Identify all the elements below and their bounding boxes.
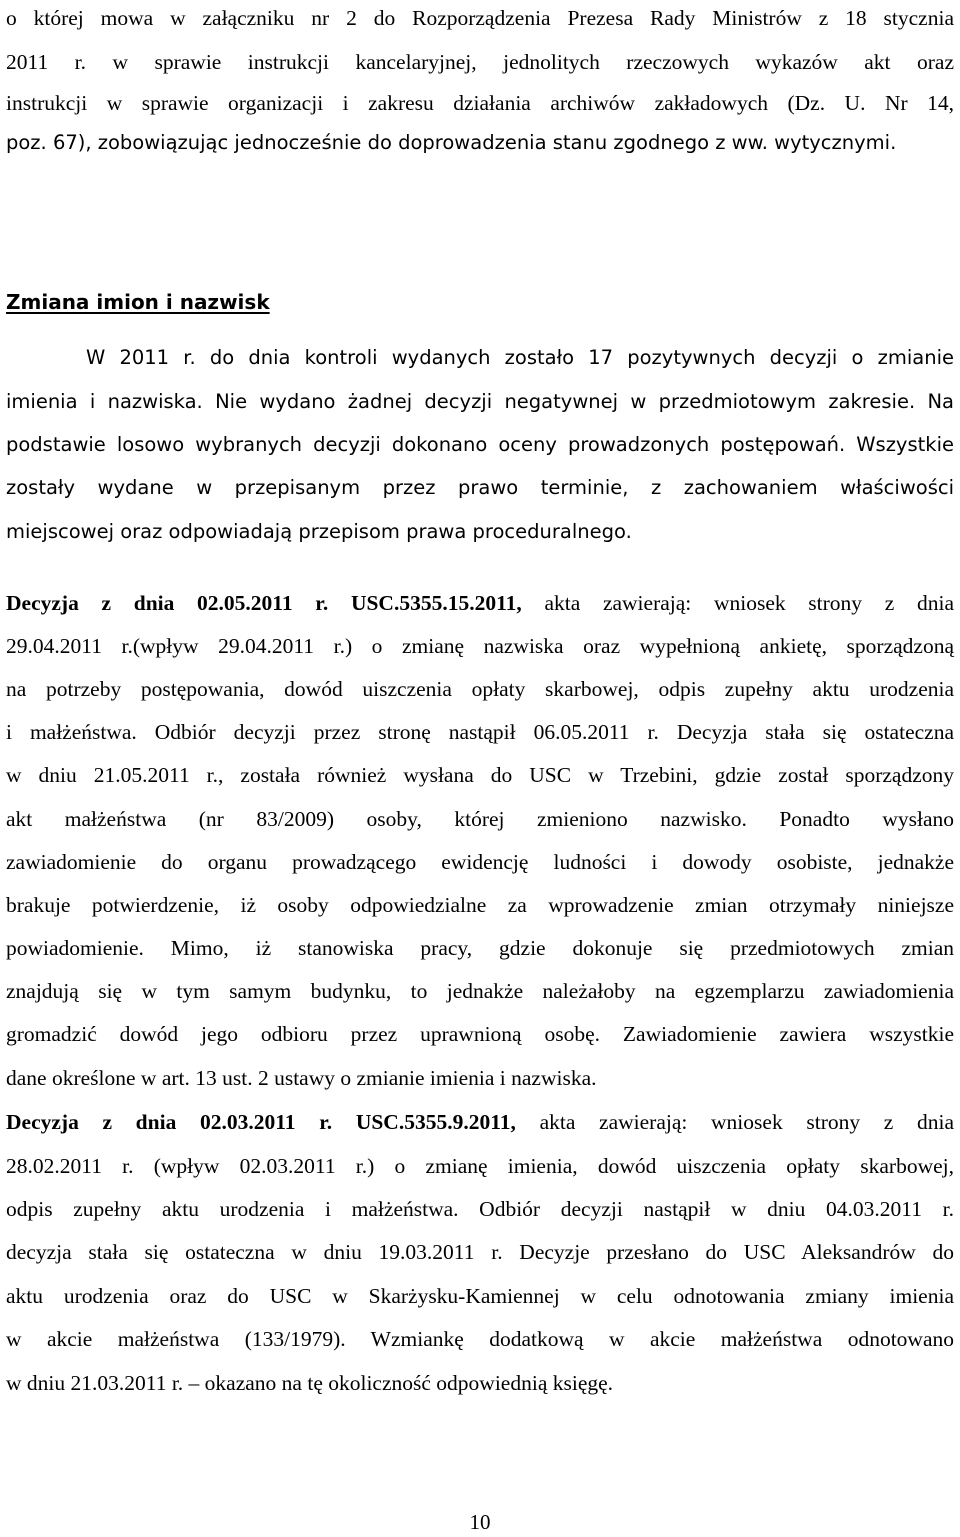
- decision2-line: odpis zupełny aktu urodzenia i małżeństwa. Odbiór decyzji nastąpił w dniu 04.03.2011 r.: [6, 1197, 954, 1221]
- intro-line: zostały wydane w przepisanym przez prawo terminie, z zachowaniem właściwości: [6, 476, 954, 499]
- intro-line: miejscowej oraz odpowiadają przepisom prawa proceduralnego.: [6, 520, 632, 543]
- decision2-line: w dniu 21.03.2011 r. – okazano na tę okoliczność odpowiednią księgę.: [6, 1371, 614, 1395]
- decision1-line: na potrzeby postępowania, dowód uiszczenia opłaty skarbowej, odpis zupełny aktu urodzenia: [6, 677, 954, 701]
- decision1-first-rest: akta zawierają: wniosek strony z dnia: [521, 591, 954, 615]
- decision2-line: 28.02.2011 r. (wpływ 02.03.2011 r.) o zmianę imienia, dowód uiszczenia opłaty skarbowej,: [6, 1154, 954, 1178]
- continuation-line: o której mowa w załączniku nr 2 do Rozporządzenia Prezesa Rady Ministrów z 18 stycznia: [6, 6, 954, 30]
- decision1-first-line: [6, 590, 954, 616]
- decision1-line: zawiadomienie do organu prowadzącego ewidencję ludności i dowody osobiste, jednakże: [6, 850, 954, 874]
- decision1-line: dane określone w art. 13 ust. 2 ustawy o zmianie imienia i nazwiska.: [6, 1066, 597, 1090]
- intro-line: podstawie losowo wybranych decyzji dokonano oceny prowadzonych postępowań. Wszystkie: [6, 433, 954, 456]
- decision2-first-line: [6, 1109, 954, 1135]
- decision1-line: w dniu 21.05.2011 r., została również wysłana do USC w Trzebini, gdzie został sporządzony: [6, 763, 954, 787]
- decision2-first-rest: akta zawierają: wniosek strony z dnia: [515, 1110, 954, 1134]
- decision2-label: Decyzja z dnia 02.03.2011 r. USC.5355.9.2011,: [6, 1110, 516, 1134]
- continuation-line: instrukcji w sprawie organizacji i zakresu działania archiwów zakładowych (Dz. U. Nr 14,: [6, 91, 954, 115]
- continuation-line: 2011 r. w sprawie instrukcji kancelaryjnej, jednolitych rzeczowych wykazów akt oraz: [6, 50, 954, 74]
- decision1-line: 29.04.2011 r.(wpływ 29.04.2011 r.) o zmianę nazwiska oraz wypełnioną ankietę, sporządzoną: [6, 634, 954, 658]
- decision2-line: decyzja stała się ostateczna w dniu 19.03.2011 r. Decyzje przesłano do USC Aleksandrów do: [6, 1240, 954, 1264]
- page-number: 10: [469, 1510, 491, 1534]
- continuation-line: poz. 67), zobowiązując jednocześnie do doprowadzenia stanu zgodnego z ww. wytycznymi.: [6, 131, 897, 154]
- decision1-line: i małżeństwa. Odbiór decyzji przez stronę nastąpił 06.05.2011 r. Decyzja stała się ostateczna: [6, 720, 954, 744]
- decision1-line: gromadzić dowód jego odbioru przez uprawnioną osobę. Zawiadomienie zawiera wszystkie: [6, 1022, 954, 1046]
- decision1-line: znajdują się w tym samym budynku, to jednakże należałoby na egzemplarzu zawiadomienia: [6, 979, 954, 1003]
- intro-line: W 2011 r. do dnia kontroli wydanych zostało 17 pozytywnych decyzji o zmianie: [86, 346, 954, 369]
- section-heading: Zmiana imion i nazwisk: [6, 290, 270, 314]
- decision1-line: akt małżeństwa (nr 83/2009) osoby, której zmieniono nazwisko. Ponadto wysłano: [6, 807, 954, 831]
- intro-line: imienia i nazwiska. Nie wydano żadnej decyzji negatywnej w przedmiotowym zakresie. Na: [6, 390, 954, 413]
- decision1-line: powiadomienie. Mimo, iż stanowiska pracy, gdzie dokonuje się przedmiotowych zmian: [6, 936, 954, 960]
- decision2-line: w akcie małżeństwa (133/1979). Wzmiankę dodatkową w akcie małżeństwa odnotowano: [6, 1327, 954, 1351]
- decision2-line: aktu urodzenia oraz do USC w Skarżysku-Kamiennej w celu odnotowania zmiany imienia: [6, 1284, 954, 1308]
- decision1-label: Decyzja z dnia 02.05.2011 r. USC.5355.15.2011,: [6, 591, 522, 615]
- decision1-line: brakuje potwierdzenie, iż osoby odpowiedzialne za wprowadzenie zmian otrzymały niniejsze: [6, 893, 954, 917]
